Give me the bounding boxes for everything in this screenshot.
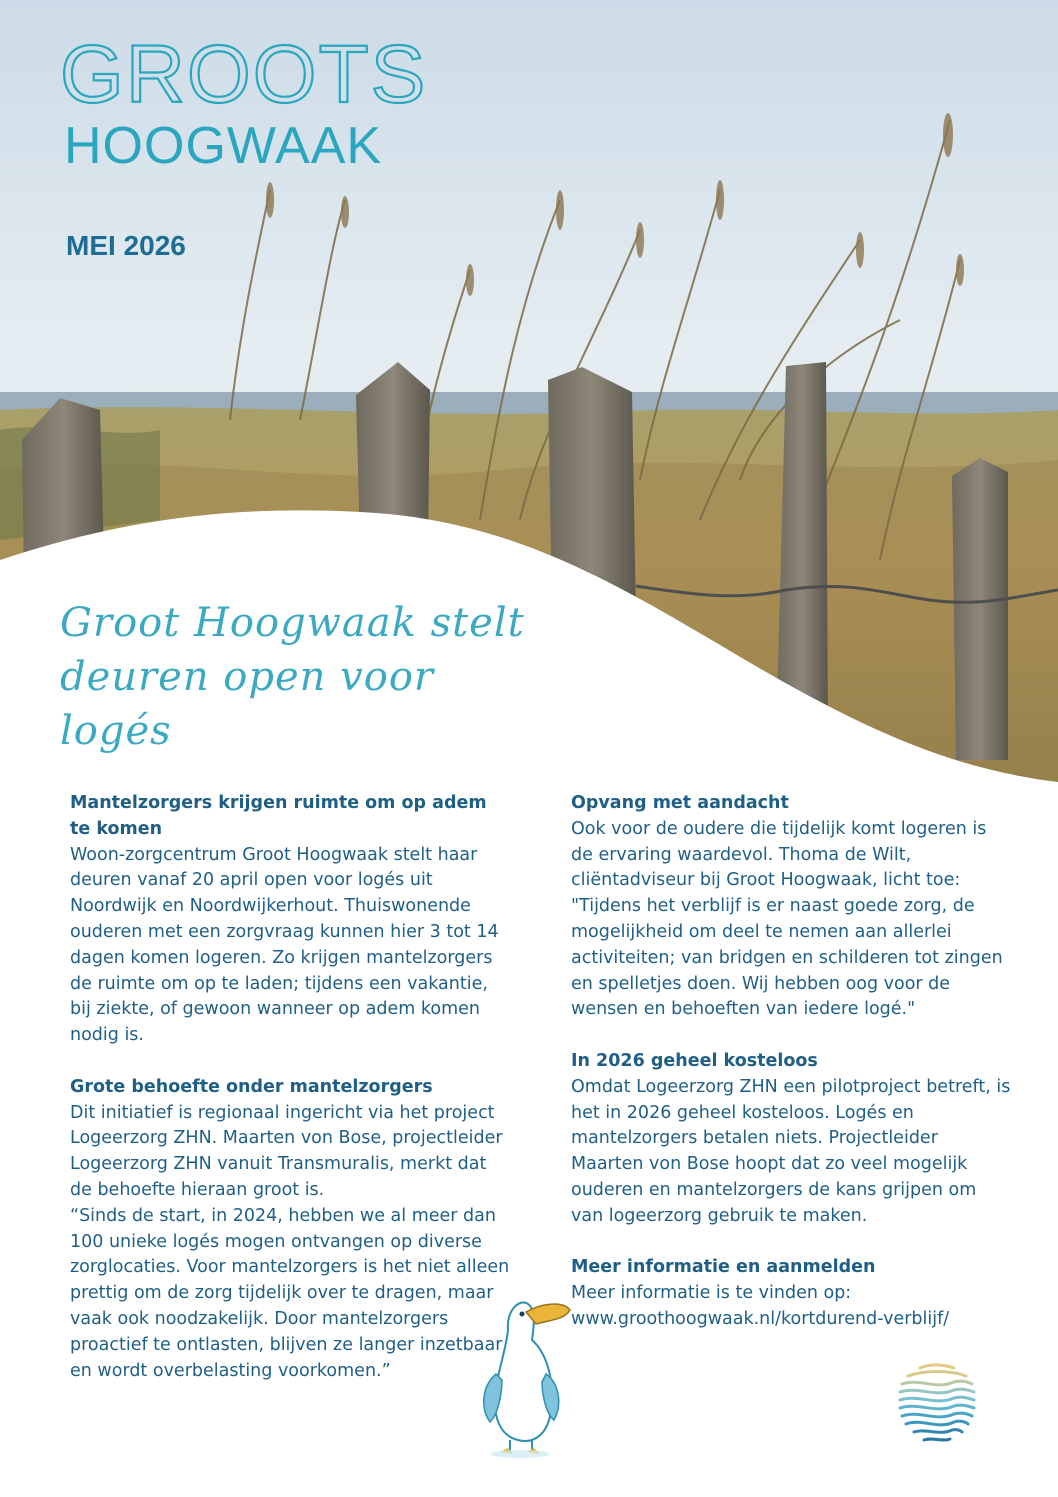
issue-date: MEI 2026 <box>66 230 186 261</box>
right-column <box>571 791 1011 1333</box>
quote: “Sinds de start, in 2024, hebben we al meer dan 100 unieke logés mogen ontvangen op diverse zorglocaties. Voor mantelzorgers is het niet alleen prettig om de zorg tijdelijk over te dragen, maar vaak ook noodzakelijk. Door mantelzorgers proactief te ontlasten, blijven ze langer inzetbaar en wordt overbelasting voorkomen.” <box>70 1205 510 1381</box>
section-body: Omdat Logeerzorg ZHN een pilotproject betreft, is het in 2026 geheel kosteloos. Logés en mantelzorgers betalen niets. Projectleider Maarten von Bose hoopt dat zo veel mogelijk ouderen en mantelzorgers de kans grijpen om van logeerzorg gebruik te maken. <box>571 1076 1011 1226</box>
waves-logo-icon <box>896 1362 978 1446</box>
headline: Groot Hoogwaak stelt deuren open voor logés <box>60 600 525 754</box>
seagull-mascot-icon <box>470 1290 580 1460</box>
section-body: Woon-zorgcentrum Groot Hoogwaak stelt haar deuren vanaf 20 april open voor logés uit Noordwijk en Noordwijkerhout. Thuiswonende ouderen met een zorgvraag kunnen hier 3 tot 14 dagen komen logeren. Zo krijgen mantelzorgers de ruimte om op te laden; tijdens een vakantie, bij ziekte, of gewoon wanneer op adem komen nodig is. <box>70 844 499 1046</box>
masthead-groots: GROOTS <box>60 29 428 120</box>
section-body: Ook voor de oudere die tijdelijk komt logeren is de ervaring waardevol. Thoma de Wilt, cliëntadviseur bij Groot Hoogwaak, licht toe: "Tijdens het verblijf is er naast goede zorg, de mogelijkheid om deel te nemen aan allerlei activiteiten; van bridgen en schilderen tot zingen en spelletjes doen. Wij hebben oog voor de wensen en behoeften van iedere logé." <box>571 818 1003 1020</box>
section-heading: Mantelzorgers krijgen ruimte om op adem te komen <box>70 793 487 839</box>
info-link[interactable]: www.groothoogwaak.nl/kortdurend-verblijf/ <box>571 1308 950 1329</box>
masthead-hoogwaak: HOOGWAAK <box>64 117 383 175</box>
left-column <box>70 791 510 1384</box>
section-body: Dit initiatief is regionaal ingericht via het project Logeerzorg ZHN. Maarten von Bose, projectleider Logeerzorg ZHN vanuit Transmuralis, merkt dat de behoefte hieraan groot is. <box>70 1102 503 1200</box>
section-body: Meer informatie is te vinden op: <box>571 1283 852 1304</box>
section-heading: Meer informatie en aanmelden <box>571 1257 876 1278</box>
section-heading: In 2026 geheel kosteloos <box>571 1050 818 1071</box>
section-heading: Opvang met aandacht <box>571 793 789 813</box>
section-heading: Grote behoefte onder mantelzorgers <box>70 1076 433 1097</box>
